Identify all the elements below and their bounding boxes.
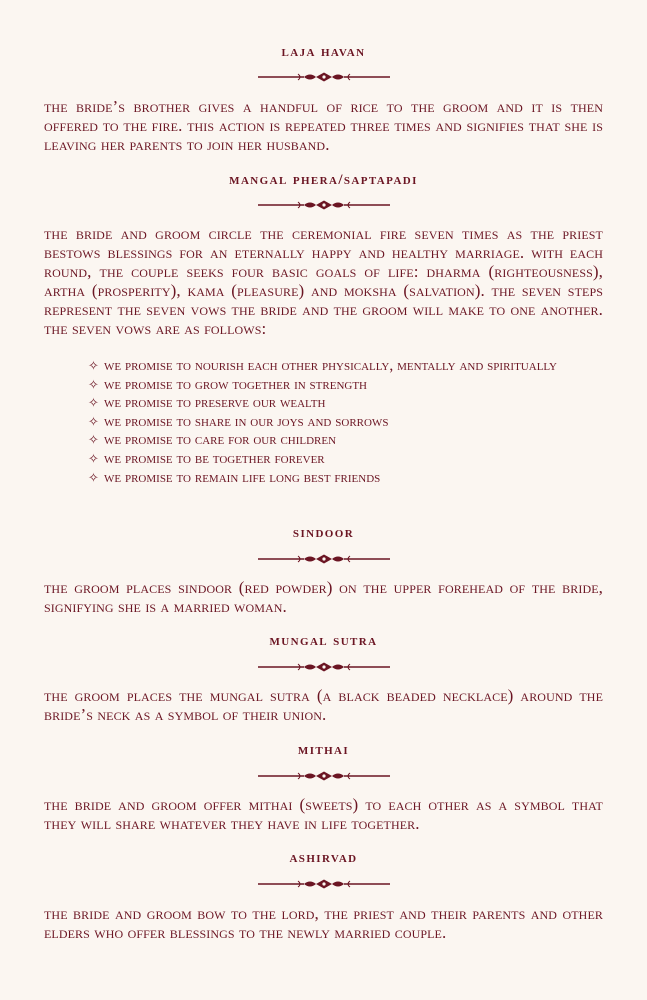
- section-title: mangal phera/saptapadi: [229, 172, 418, 188]
- ornamental-divider-icon: [258, 878, 390, 890]
- section-title: mungal sutra: [269, 633, 378, 649]
- section-text: the bride and groom bow to the lord, the priest and their parents and other elders who offer blessings to the newly married couple.: [44, 904, 603, 942]
- diamond-bullet-icon: ✧: [88, 376, 99, 392]
- section-sindoor: [44, 525, 603, 565]
- diamond-bullet-icon: ✧: [88, 469, 99, 485]
- section-title: ashirvad: [289, 850, 358, 866]
- section-mangal-phera: [44, 172, 603, 211]
- section-title: mithai: [297, 742, 350, 758]
- diamond-bullet-icon: ✧: [88, 450, 99, 466]
- section-ashirvad: [44, 850, 603, 890]
- diamond-bullet-icon: ✧: [88, 432, 99, 448]
- list-item: ✧ we promise to nourish each other physically, mentally and spiritually: [88, 357, 557, 374]
- ornamental-divider-icon: [258, 71, 390, 83]
- list-item: ✧ we promise to care for our children: [88, 431, 337, 449]
- section-text: the groom places the mungal sutra (a black beaded necklace) around the bride’s neck as a symbol of their union.: [44, 686, 603, 724]
- list-item: ✧ we promise to share in our joys and sorrows: [88, 412, 389, 430]
- diamond-bullet-icon: ✧: [88, 413, 99, 429]
- diamond-bullet-icon: ✧: [88, 358, 99, 373]
- ornamental-divider-icon: [258, 553, 390, 565]
- section-text: the groom places sindoor (red powder) on the upper forehead of the bride, signifying she is a married woman.: [44, 578, 603, 616]
- section-mithai: [44, 742, 603, 782]
- vows-list: [88, 357, 588, 487]
- ornamental-divider-icon: [258, 770, 390, 782]
- list-item: ✧ we promise to remain life long best friends: [88, 468, 381, 486]
- list-item: ✧ we promise to grow together in strength: [88, 375, 367, 393]
- section-text: the bride and groom offer mithai (sweets) to each other as a symbol that they will share whatever they have in life together.: [44, 795, 603, 833]
- ornamental-divider-icon: [258, 199, 390, 211]
- section-title: sindoor: [292, 525, 355, 541]
- section-laja-havan: [44, 44, 603, 83]
- list-item: ✧ we promise to be together forever: [88, 449, 325, 467]
- section-mungal-sutra: [44, 633, 603, 673]
- ornamental-divider-icon: [258, 661, 390, 673]
- list-item: ✧ we promise to preserve our wealth: [88, 394, 326, 412]
- section-title: laja havan: [281, 44, 366, 60]
- section-text: the bride and groom circle the ceremonial fire seven times as the priest bestows blessings for an eternally happy and healthy marriage. with each round, the couple seeks four basic goals of life: dharma (righteousness), artha (prosperity), kama (pleasure) and moksha (salvation). the seven steps represent the seven vows the bride and the groom will make to one another. the seven vows are as follows:: [44, 224, 603, 338]
- diamond-bullet-icon: ✧: [88, 395, 99, 411]
- section-text: the bride’s brother gives a handful of rice to the groom and it is then offered to the fire. this action is repeated three times and signifies that she is leaving her parents to join her husband.: [44, 97, 603, 154]
